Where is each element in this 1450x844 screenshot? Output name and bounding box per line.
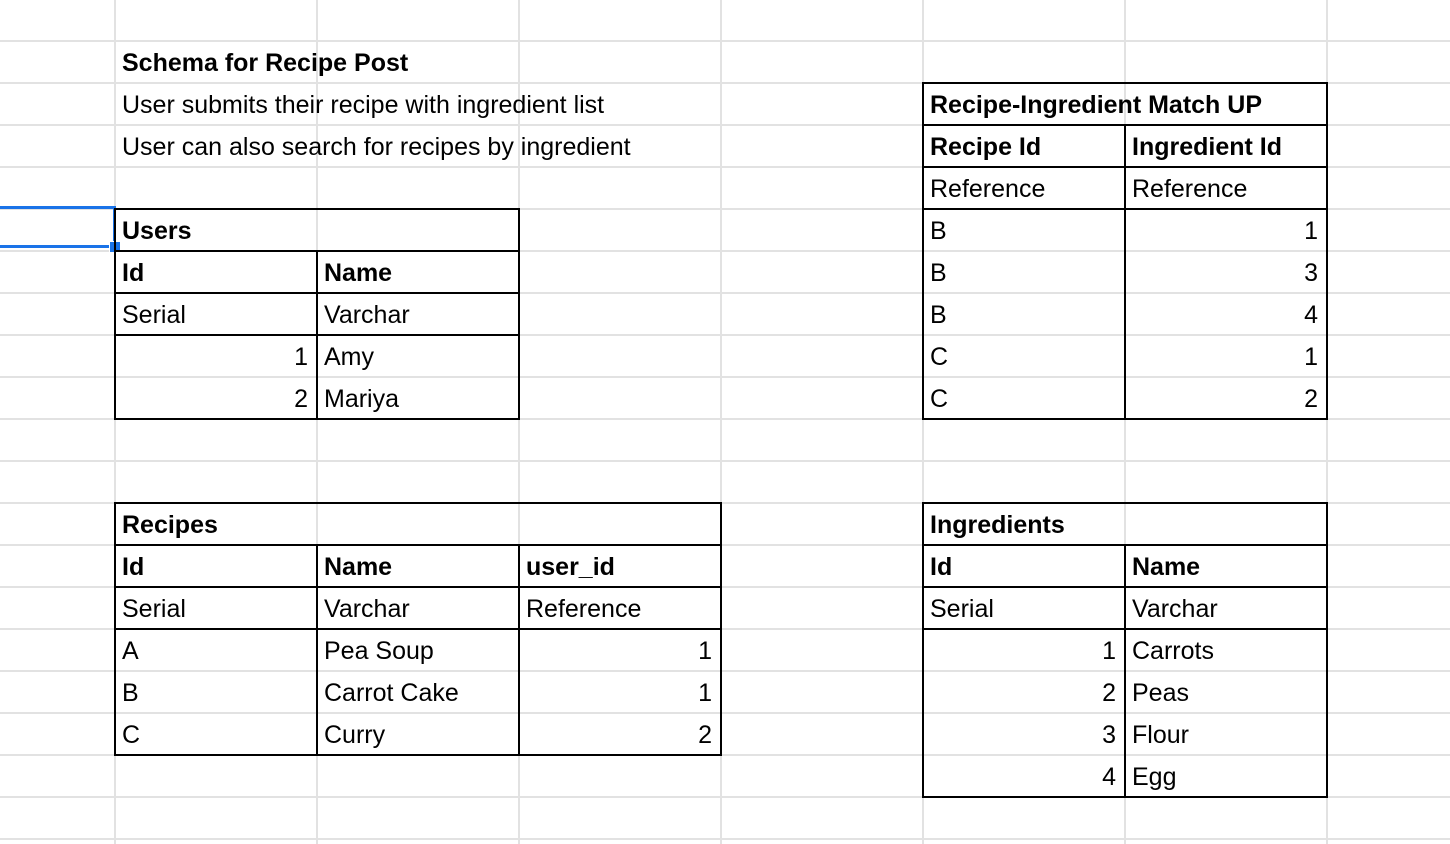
recipes-table-title[interactable]: Recipes: [122, 511, 218, 539]
ingredients-cell-name[interactable]: Egg: [1132, 763, 1177, 791]
ingredients-header-name[interactable]: Name: [1132, 553, 1201, 581]
recipes-type-id[interactable]: Serial: [122, 595, 186, 623]
match-cell-recipe-id[interactable]: B: [930, 301, 947, 329]
users-header-name[interactable]: Name: [324, 259, 393, 287]
users-cell-name[interactable]: Mariya: [324, 385, 400, 413]
ingredients-cell-id[interactable]: 4: [1102, 763, 1116, 791]
ingredients-cell-name[interactable]: Peas: [1132, 679, 1189, 707]
match-cell-ingredient-id[interactable]: 1: [1304, 343, 1318, 371]
match-header-ingredient-id[interactable]: Ingredient Id: [1132, 133, 1282, 161]
recipes-cell-id[interactable]: B: [122, 679, 139, 707]
ingredients-header-id[interactable]: Id: [930, 553, 953, 581]
match-type-recipe-id[interactable]: Reference: [930, 175, 1046, 203]
recipes-cell-name[interactable]: Pea Soup: [324, 637, 434, 665]
match-table-title[interactable]: Recipe-Ingredient Match UP: [930, 91, 1262, 119]
match-cell-recipe-id[interactable]: C: [930, 385, 949, 413]
cell-selection-outline[interactable]: [0, 206, 116, 248]
match-cell-recipe-id[interactable]: C: [930, 343, 949, 371]
note-line-1[interactable]: User submits their recipe with ingredient list: [122, 91, 605, 119]
recipes-cell-user-id[interactable]: 1: [698, 637, 712, 665]
users-header-id[interactable]: Id: [122, 259, 145, 287]
users-type-name[interactable]: Varchar: [324, 301, 410, 329]
recipes-cell-user-id[interactable]: 1: [698, 679, 712, 707]
ingredients-cell-id[interactable]: 3: [1102, 721, 1116, 749]
users-table-title[interactable]: Users: [122, 217, 192, 245]
match-cell-ingredient-id[interactable]: 2: [1304, 385, 1318, 413]
note-line-2[interactable]: User can also search for recipes by ingredient: [122, 133, 631, 161]
ingredients-cell-name[interactable]: Carrots: [1132, 637, 1214, 665]
ingredients-cell-name[interactable]: Flour: [1132, 721, 1189, 749]
users-cell-name[interactable]: Amy: [324, 343, 374, 371]
match-cell-ingredient-id[interactable]: 3: [1304, 259, 1318, 287]
ingredients-cell-id[interactable]: 2: [1102, 679, 1116, 707]
recipes-header-user-id[interactable]: user_id: [526, 553, 615, 581]
match-cell-ingredient-id[interactable]: 4: [1304, 301, 1318, 329]
sheet-title[interactable]: Schema for Recipe Post: [122, 49, 409, 77]
match-cell-recipe-id[interactable]: B: [930, 259, 947, 287]
users-type-id[interactable]: Serial: [122, 301, 186, 329]
recipes-cell-user-id[interactable]: 2: [698, 721, 712, 749]
recipes-header-name[interactable]: Name: [324, 553, 393, 581]
match-cell-ingredient-id[interactable]: 1: [1304, 217, 1318, 245]
recipes-cell-id[interactable]: C: [122, 721, 141, 749]
match-cell-recipe-id[interactable]: B: [930, 217, 947, 245]
recipes-cell-id[interactable]: A: [122, 637, 139, 665]
users-cell-id[interactable]: 2: [294, 385, 308, 413]
match-header-recipe-id[interactable]: Recipe Id: [930, 133, 1042, 161]
users-cell-id[interactable]: 1: [294, 343, 308, 371]
recipes-cell-name[interactable]: Curry: [324, 721, 386, 749]
match-type-ingredient-id[interactable]: Reference: [1132, 175, 1248, 203]
ingredients-cell-id[interactable]: 1: [1102, 637, 1116, 665]
recipes-type-name[interactable]: Varchar: [324, 595, 410, 623]
ingredients-type-name[interactable]: Varchar: [1132, 595, 1218, 623]
ingredients-type-id[interactable]: Serial: [930, 595, 994, 623]
recipes-cell-name[interactable]: Carrot Cake: [324, 679, 459, 707]
recipes-type-user-id[interactable]: Reference: [526, 595, 642, 623]
recipes-header-id[interactable]: Id: [122, 553, 145, 581]
ingredients-table-title[interactable]: Ingredients: [930, 511, 1065, 539]
